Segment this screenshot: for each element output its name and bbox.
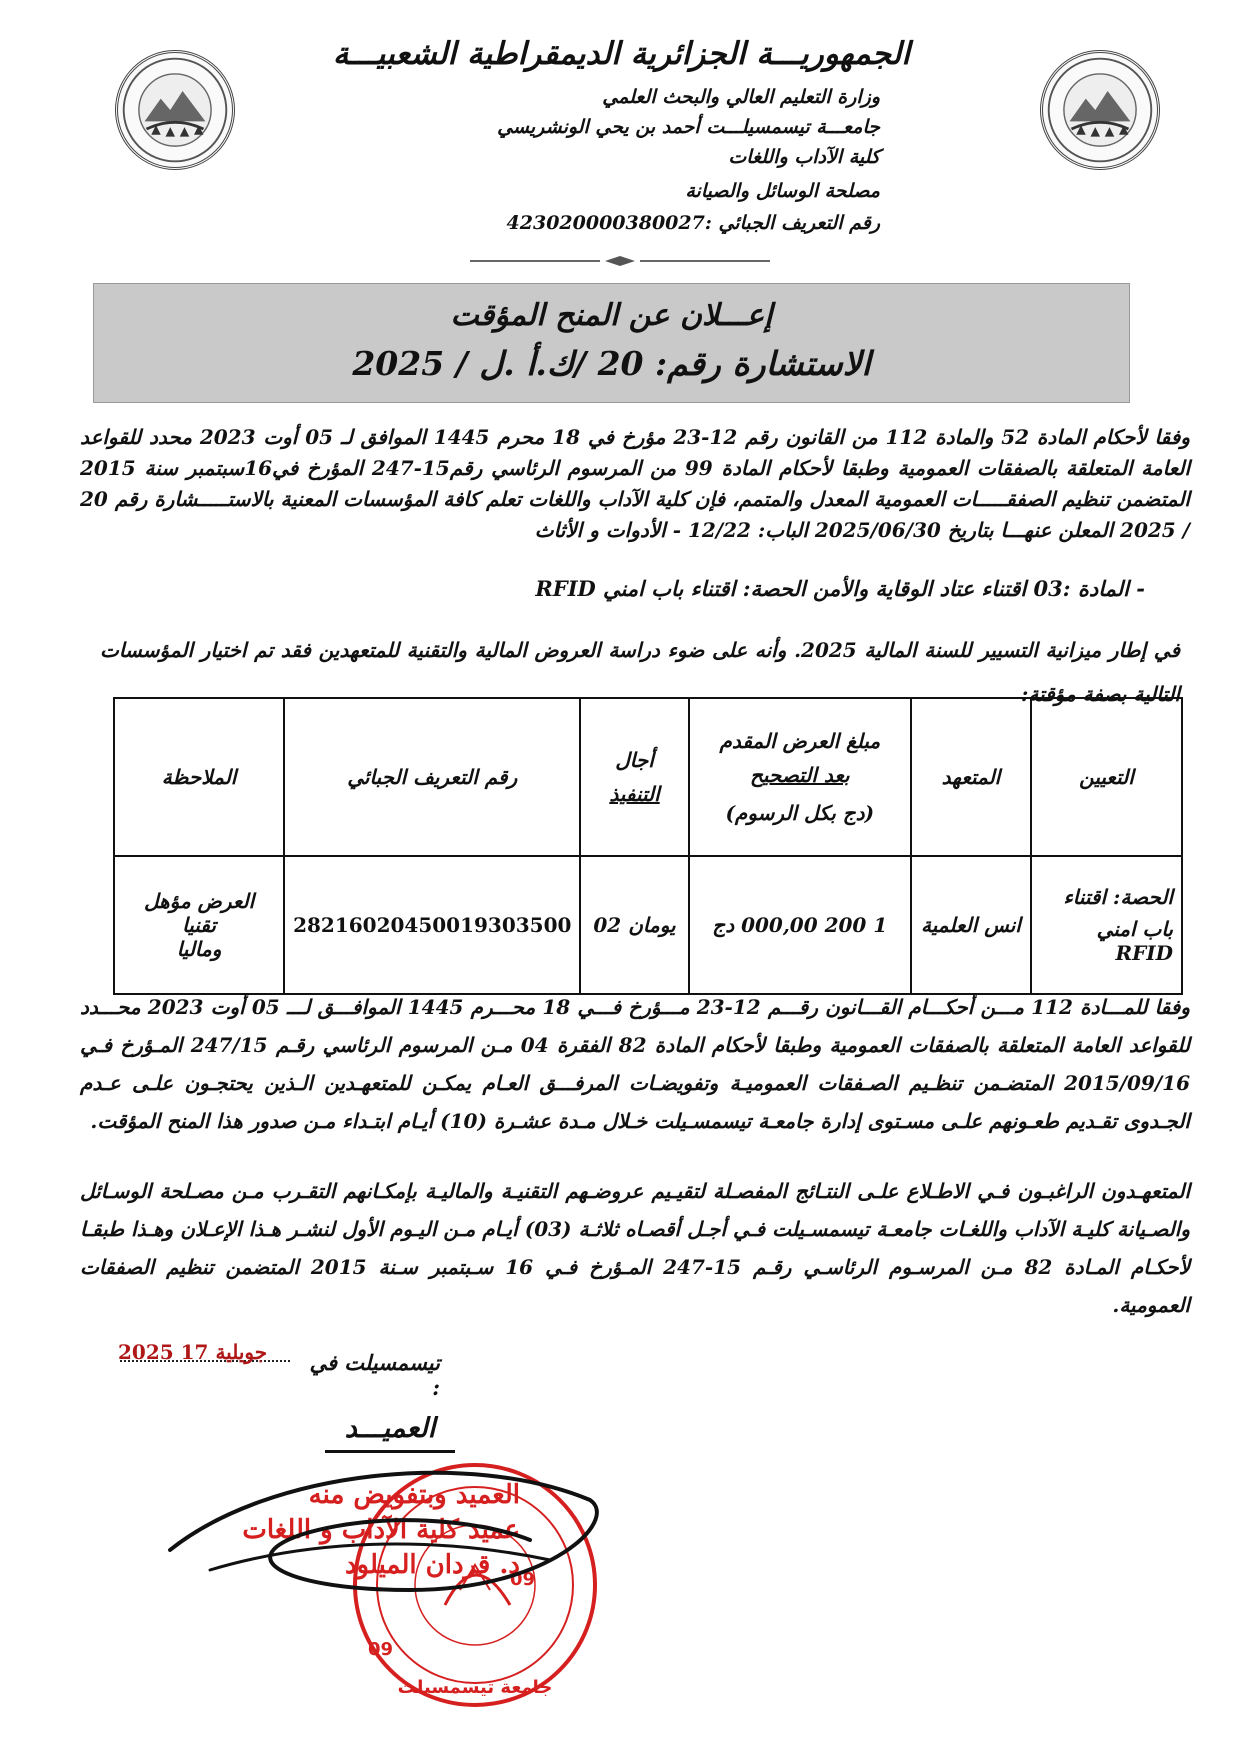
cell-remark bbox=[114, 856, 284, 994]
dean-title: العميـــد bbox=[344, 1413, 436, 1444]
header-remark: الملاحظة bbox=[114, 698, 284, 856]
header-amount-line3: (دج بكل الرسوم) bbox=[725, 801, 875, 825]
republic-heading: الجمهوريـــة الجزائرية الديمقراطية الشعبيـــة bbox=[332, 36, 910, 72]
stamp-line1: العميد وبتفويض منه bbox=[308, 1480, 520, 1510]
seal-text: جامعة تيسمسيلت bbox=[397, 1677, 553, 1698]
cell-tax-id: 28216020450019303500 bbox=[284, 856, 580, 994]
intro-paragraph: وفقا لأحكام المادة 52 والمادة 112 من القانون رقم 12-23 مؤرخ في 18 محرم 1445 الموافق لـ 05 أوت 2023 محدد للقواعد العامة المتعلقة بالصفقات العمومية وطبقا لأحكام المادة 99 من المرسوم الرئاسي رقم15-247 المؤرخ في16سبتمبر سنة 2015 المتضمن تنظيم الصفقـــــات العمومية المعدل والمتمم، فإن كلية الآداب واللغات تعلم كافة المؤسسات المعنية بالاستـــــشارة رقم 20 / 2025 المعلن عنهـــا بتاريخ 2025/06/30 الباب: 12/22 - الأدوات و الأثاث bbox=[80, 425, 1191, 542]
handwritten-signature bbox=[150, 1440, 610, 1610]
item-line: - المادة :03 اقتناء عتاد الوقاية والأمن الحصة: اقتناء باب امني RFID bbox=[535, 576, 1145, 601]
header-amount bbox=[689, 698, 911, 856]
designation-line1: الحصة: اقتناء bbox=[1063, 885, 1173, 909]
signature-date: 2025 جويلية 17 bbox=[118, 1340, 268, 1364]
remark-line3: وماليا bbox=[176, 937, 222, 961]
service-heading: مصلحة الوسائل والصيانة bbox=[685, 180, 880, 202]
mountain-logo-icon bbox=[118, 53, 232, 167]
signature-place: تيسمسيلت في : bbox=[309, 1350, 440, 1400]
faculty-heading: كلية الآداب واللغات bbox=[728, 146, 880, 168]
cell-deadline: يومان 02 bbox=[580, 856, 688, 994]
seal-number-right: 09 bbox=[509, 1569, 535, 1590]
header-deadline-line1: أجال bbox=[615, 748, 654, 772]
university-logo-right bbox=[1040, 50, 1160, 170]
cell-bidder: انس العلمية bbox=[911, 856, 1031, 994]
remark-line2: تقنيا bbox=[182, 913, 216, 937]
ministry-heading: وزارة التعليم العالي والبحث العلمي bbox=[602, 86, 880, 108]
mountain-logo-icon bbox=[1043, 53, 1157, 167]
cell-designation bbox=[1031, 856, 1182, 994]
stamp-line2: عميد كلية الآداب و اللغات bbox=[242, 1515, 520, 1545]
review-paragraph: المتعهـدون الراغبـون فـي الاطـلاع علـى النتـائج المفصـلة لتقيـيم عروضـهم التقنيـة والماليـة بإمكـانهم التقـرب مـن مصـلحة الوسـائل والصـيانة كليـة الآداب واللغـات جامعـة تيسمسـيلت فـي أجـل أقصـاه ثلاثـة (03) أيـام مـن اليـوم الأول لنشـر هـذا الإعـلان وهـذا طبقـا لأحكـام المـادة 82 مـن المرسـوم الرئاسـي رقـم 15-247 المـؤرخ فـي 16 سـبتمبر سـنة 2015 المتضمن تنظيم الصفقات العمومية. bbox=[80, 1179, 1190, 1317]
header-bidder: المتعهد bbox=[911, 698, 1031, 856]
budget-paragraph: في إطار ميزانية التسيير للسنة المالية 2025. وأنه على ضوء دراسة العروض المالية والتقنية للمتعهدين فقد تم اختيار المؤسسات التالية بصفة مؤقتة: bbox=[100, 638, 1180, 706]
header-amount-line2: بعد التصحيح bbox=[749, 763, 850, 787]
university-heading: جامعـــة تيسمسيلـــت أحمد بن يحي الونشريسي bbox=[497, 116, 880, 138]
consultation-number: الاستشارة رقم: 20 /ك.أ .ل / 2025 bbox=[352, 344, 871, 383]
designation-line2: باب امني RFID bbox=[1096, 917, 1173, 965]
header-deadline bbox=[580, 698, 688, 856]
table-row bbox=[114, 856, 1182, 994]
university-logo-left bbox=[115, 50, 235, 170]
award-table bbox=[113, 697, 1183, 995]
cell-amount: 1 200 000,00 دج bbox=[689, 856, 911, 994]
header-deadline-line2: التنفيذ bbox=[609, 782, 660, 806]
tax-id-heading: رقم التعريف الجبائي :423020000380027 bbox=[506, 212, 880, 234]
announcement-title: إعـــلان عن المنح المؤقت bbox=[450, 298, 773, 333]
divider-ornament bbox=[470, 255, 770, 267]
header-designation: التعيين bbox=[1031, 698, 1182, 856]
remark-line1: العرض مؤهل bbox=[143, 889, 255, 913]
title-banner bbox=[93, 283, 1130, 403]
header-amount-line1: مبلغ العرض المقدم bbox=[719, 729, 881, 753]
appeal-paragraph: وفقا للمـــادة 112 مـــن أحكـــام القـــانون رقـــم 12-23 مـــؤرخ فـــي 18 محـــرم 1445 الموافـــق لـــ 05 أوت 2023 محـــدد للقواعد العامة المتعلقة بالصفقات العمومية وطبقا لأحكام المادة 82 الفقرة 04 مـن المرسوم الرئاسي رقـم 247/15 المـؤرخ فـي 2015/09/16 المتضـمن تنظـيم الصـفقات العموميـة وتفويضـات المرفـــق العـام يمكـن للمتعهـدين الـذين يحتجـون علـى عـدم الجـدوى تقـديم طعـونهم علـى مسـتوى إدارة جامعـة تيسمسـيلت خـلال مـدة عشـرة (10) أيـام ابتـداء مـن صدور هذا المنح المؤقت. bbox=[80, 995, 1191, 1133]
table-header-row bbox=[114, 698, 1182, 856]
header-tax-id: رقم التعريف الجبائي bbox=[284, 698, 580, 856]
stamp-line3: د. قردان الميلود bbox=[344, 1550, 520, 1580]
seal-number-left: 09 bbox=[367, 1639, 393, 1660]
